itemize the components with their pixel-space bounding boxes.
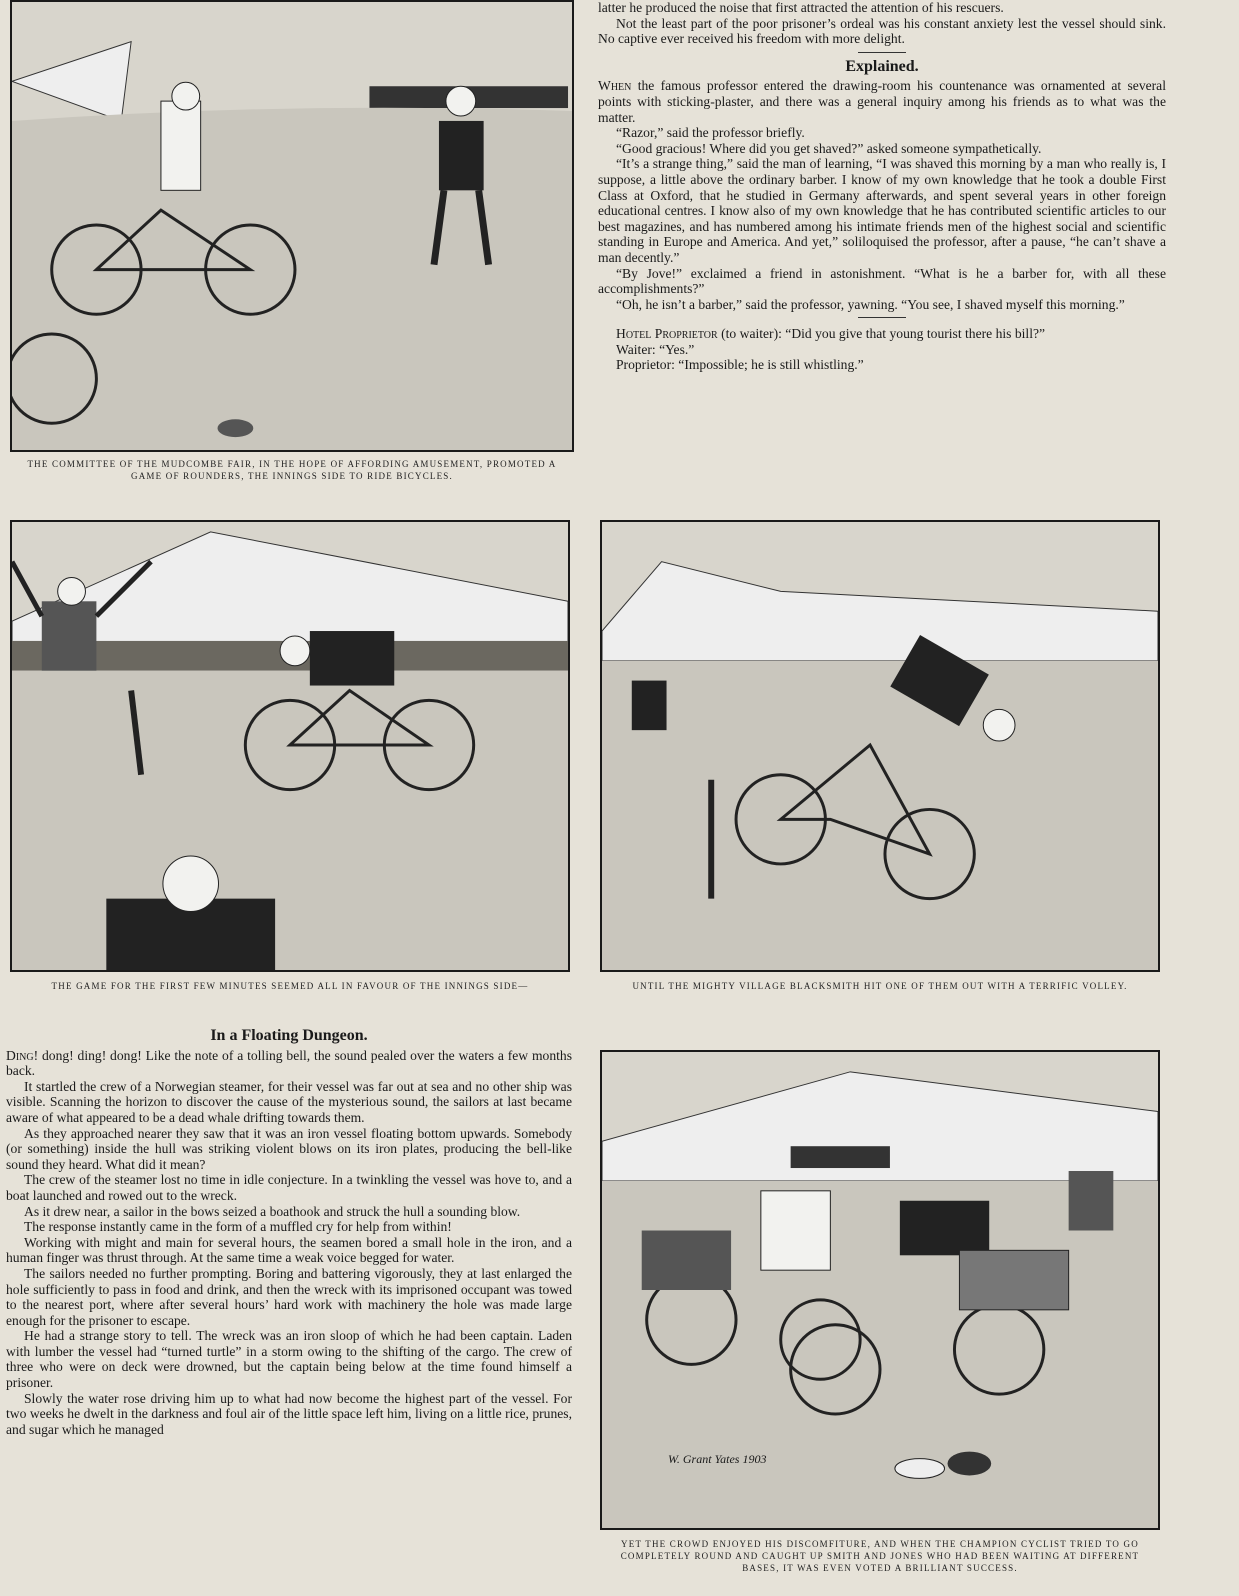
explained-p5: “By Jove!” exclaimed a friend in astonishment. “What is he a barber for, with all these accomplishments?” — [598, 265, 1166, 297]
dungeon-p1: Ding! dong! ding! dong! Like the note of a tolling bell, the sound pealed over the waters a few months back. — [6, 1047, 572, 1079]
dungeon-p8: The sailors needed no further prompting. Boring and battering vigorously, they at last enlarged the hole sufficiently to pass in food and drink, and then the wreck with its imprisoned occupant was towed to the nearest port, where after several hours’ hard work with machinery the hole was made large enough for the prisoner to escape. — [6, 1265, 572, 1328]
illustration-panel-2 — [10, 520, 570, 972]
divider — [858, 52, 906, 53]
divider — [858, 317, 906, 318]
dungeon-p4: The crew of the steamer lost no time in idle conjecture. In a twinkling the vessel was hove to, and a boat launched and rowed out to the wreck. — [6, 1172, 572, 1203]
joke-l1: Hotel Proprietor (to waiter): “Did you give that young tourist there his bill?” — [616, 326, 1046, 342]
dungeon-p10: Slowly the water rose driving him up to what had now become the highest part of the vessel. For two weeks he dwelt in the darkness and foul air of the little space left him, living on a little rice, prunes, and sugar which he managed — [6, 1390, 572, 1437]
explained-p6: “Oh, he isn’t a barber,” said the professor, yawning. “You see, I shaved myself this morning.” — [616, 296, 1125, 312]
illustration-panel-3 — [600, 520, 1160, 972]
explained-p2: “Razor,” said the professor briefly. — [616, 125, 805, 141]
top-right-column — [598, 0, 1166, 373]
dungeon-p6: The response instantly came in the form of a muffled cry for help from within! — [24, 1219, 452, 1235]
explained-p4: “It’s a strange thing,” said the man of learning, “I was shaved this morning by a man who really is, I suppose, a little above the ordinary barber. I know of my own knowledge that he took a double First Class at Oxford, that he studied in Germany afterwards, and spent several years in other foreign educational centres. I know also of my own knowledge that he has contributed scientific articles to our best magazines, and has numbered among his intimate friends men of the highest social and scientific standing in Europe and America. And yet,” soliloquised the professor, after a pause, “he can’t shave a man decently.” — [598, 156, 1166, 265]
dungeon-p3: As they approached nearer they saw that it was an iron vessel floating bottom upwards. Somebody (or something) inside the hull was striking violent blows on its iron plates, producing the bell-like sound they heard. What did it mean? — [6, 1125, 572, 1172]
prisoner-paragraph: Not the least part of the poor prisoner’s ordeal was his constant anxiety lest the vessel should sink. No captive ever received his freedom with more delight. — [598, 15, 1166, 47]
explained-p1: When the famous professor entered the drawing-room his countenance was ornamented at several points with sticking-plaster, and there was a general inquiry among his friends as to what was the matter. — [598, 78, 1166, 125]
continuation-text: latter he produced the noise that first attracted the attention of his rescuers. — [598, 0, 1004, 15]
caption-panel-1: THE COMMITTEE OF THE MUDCOMBE FAIR, IN THE HOPE OF AFFORDING AMUSEMENT, PROMOTED A GAME OF ROUNDERS, THE INNINGS SIDE TO RIDE BICYCLES. — [27, 459, 557, 481]
joke-l2: Waiter: “Yes.” — [616, 341, 695, 357]
dungeon-p7: Working with might and main for several hours, the seamen bored a small hole in the iron, and a human finger was thrust through. At the same time a weak voice begged for water. — [6, 1234, 572, 1266]
caption-panel-3: UNTIL THE MIGHTY VILLAGE BLACKSMITH HIT ONE OF THEM OUT WITH A TERRIFIC VOLLEY. — [632, 981, 1128, 991]
dungeon-heading: In a Floating Dungeon. — [210, 1027, 368, 1044]
illustration-panel-1 — [10, 0, 574, 452]
dungeon-p5: As it drew near, a sailor in the bows seized a boathook and struck the hull a sounding blow. — [24, 1203, 521, 1219]
caption-panel-4: YET THE CROWD ENJOYED HIS DISCOMFITURE, AND WHEN THE CHAMPION CYCLIST TRIED TO GO COMPLETELY ROUND AND CAUGHT UP SMITH AND JONES WHO HAD BEEN WAITING AT DIFFERENT BASES, IT WAS EVEN VOTED A BRILLIANT SUCCESS. — [620, 1539, 1140, 1573]
explained-heading: Explained. — [845, 57, 919, 75]
explained-p3: “Good gracious! Where did you get shaved?” asked someone sympathetically. — [616, 140, 1042, 156]
caption-panel-2: THE GAME FOR THE FIRST FEW MINUTES SEEMED ALL IN FAVOUR OF THE INNINGS SIDE— — [51, 981, 529, 991]
dungeon-p2: It startled the crew of a Norwegian steamer, for their vessel was far out at sea and no other ship was visible. Scanning the horizon to discover the cause of the mysterious sound, the sailors at last became aware of what appeared to be a dead whale drifting towards them. — [6, 1078, 572, 1125]
artist-signature: W. Grant Yates 1903 — [668, 1452, 767, 1466]
dungeon-column — [6, 1022, 572, 1437]
joke-l3: Proprietor: “Impossible; he is still whistling.” — [616, 357, 864, 373]
dungeon-p9: He had a strange story to tell. The wreck was an iron sloop of which he had been captain. Laden with lumber the vessel had “turned turtle” in a storm owing to the shifting of the cargo. The crew of three who were on deck were drowned, but the captain being below at the time found himself a prisoner. — [6, 1328, 572, 1391]
